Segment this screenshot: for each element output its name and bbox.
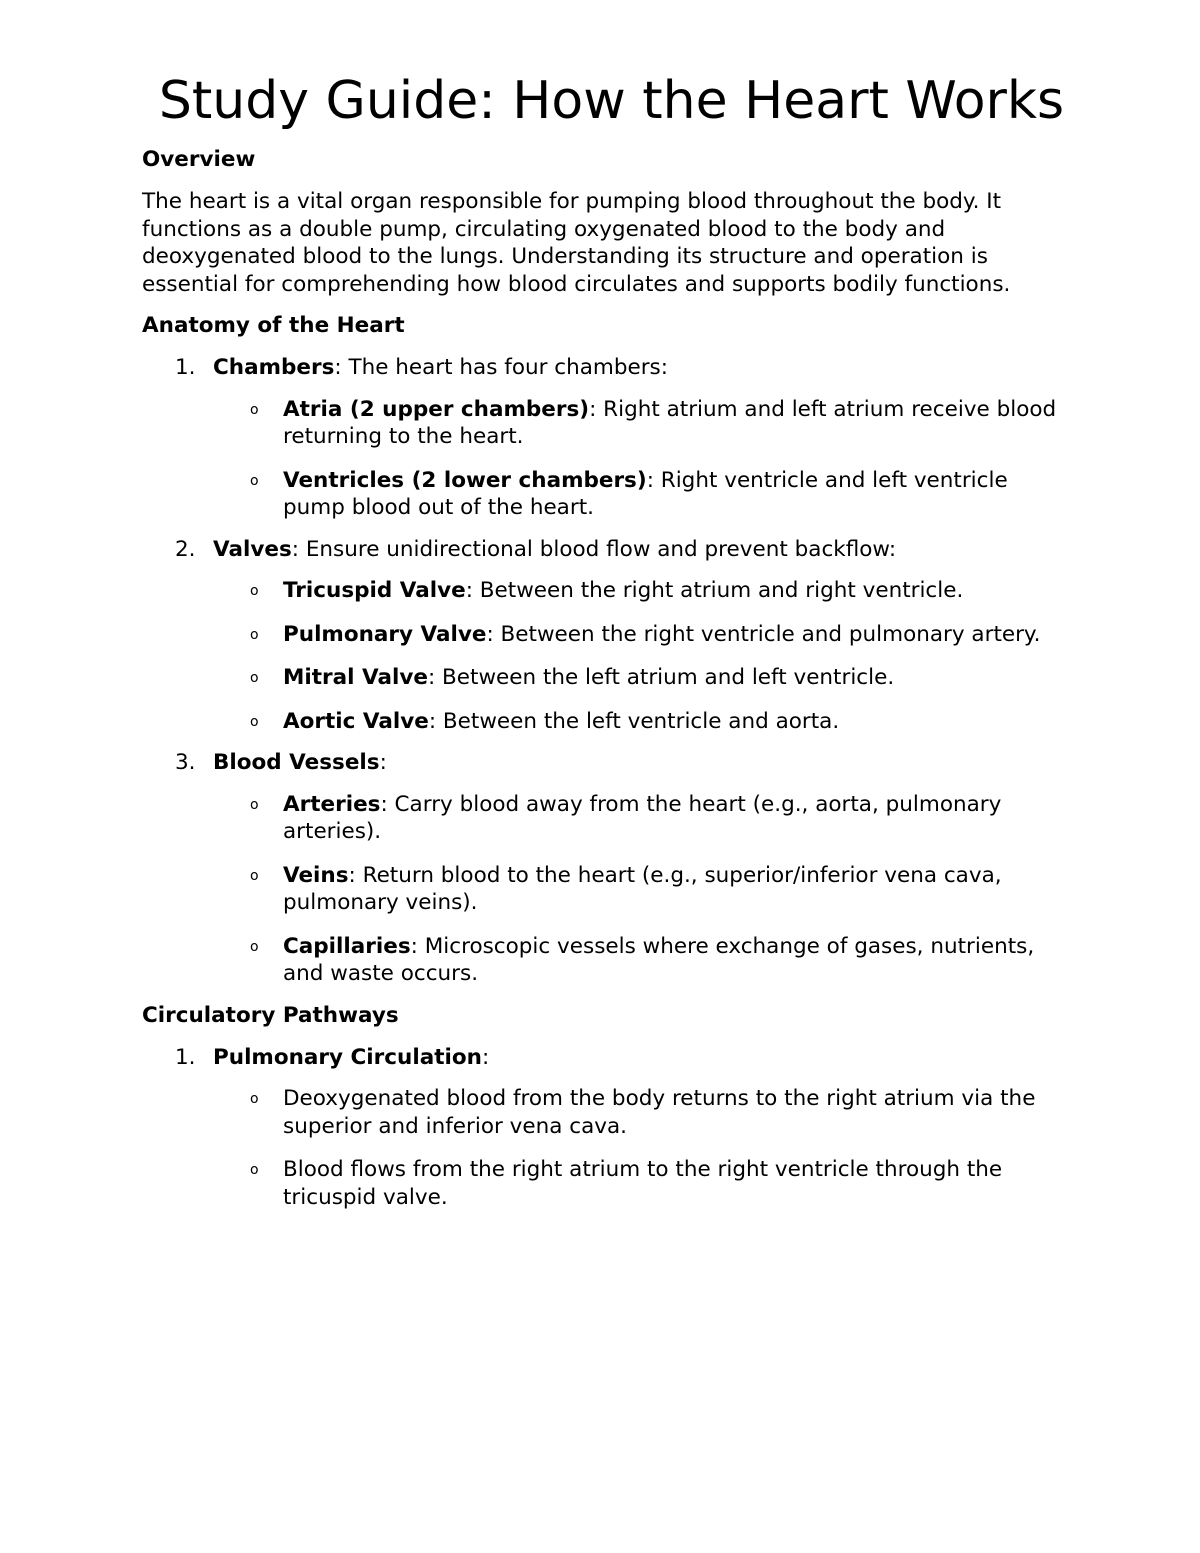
item-text: : Ensure unidirectional blood flow and prevent backflow: [291,536,897,562]
bullet-text: : Carry blood away from the heart (e.g., aorta, pulmonary arteries). [283,791,1002,844]
bullet-pulmonary-valve [213,621,1067,649]
bullet-tricuspid [213,577,1067,605]
bullet-marker: o [250,713,259,730]
anatomy-list [142,354,1067,988]
item-text: : [481,1044,490,1070]
bullet-text: : Between the right atrium and right ventricle. [465,578,964,603]
bullet-marker: o [250,670,259,686]
bullet-text: : Right ventricle and left ventricle pump blood out of the heart. [283,467,1008,520]
bullet-marker: o [250,401,259,418]
bullet-arteries [213,791,1067,846]
bullet-marker: o [250,867,259,884]
bullet-aortic [213,708,1067,736]
document-title: Study Guide: How the Heart Works [158,71,1065,131]
bullet-label: Aortic Valve [283,708,429,734]
overview-paragraph: The heart is a vital organ responsible for pumping blood throughout the body. It functions as a double pump, circulating oxygenated blood to the body and deoxygenated blood to the lungs. Understanding its structure and operation is essential for comprehending how blood circulates and supports bodily functions. [142,189,1011,297]
bullet-text: : Between the right ventricle and pulmonary artery. [486,621,1041,647]
item-label: Blood Vessels [213,750,380,775]
item-label: Chambers [213,355,335,380]
bullet-label: Tricuspid Valve [283,578,466,603]
bullet-mitral [213,664,1067,692]
valves-bullets [213,577,1067,735]
bullet-ventricles [213,467,1067,522]
bullet-marker: o [250,626,259,643]
chambers-bullets [213,396,1067,522]
bullet-text: : Between the left atrium and left ventricle. [427,665,895,690]
bullet-label: Arteries [283,791,381,817]
bullet-deoxygenated-return [213,1085,1067,1140]
bullet-label: Capillaries [283,933,411,959]
pathways-list [142,1044,1067,1212]
list-number: 1. [175,355,196,380]
item-text: : [379,750,387,775]
bullet-marker: o [250,472,259,489]
pulmonary-bullets [213,1085,1067,1211]
bullet-text: : Microscopic vessels where exchange of gases, nutrients, and waste occurs. [283,933,1035,986]
bullet-text: : Between the left ventricle and aorta. [428,708,840,734]
bullet-atria [213,396,1067,451]
overview-heading: Overview [142,147,256,172]
pathways-heading: Circulatory Pathways [142,1002,399,1028]
bullet-text: : Return blood to the heart (e.g., superior/inferior vena cava, pulmonary veins). [283,862,1002,915]
bullet-marker: o [250,938,259,955]
bullet-text: : Right atrium and left atrium receive blood returning to the heart. [283,396,1057,449]
document-page [142,70,1067,1225]
item-label: Valves [213,536,292,562]
bullet-capillaries [213,933,1067,988]
bullet-marker: o [250,1091,259,1107]
list-item-blood-vessels [142,749,1067,988]
list-item-chambers [142,354,1067,522]
list-item-pulmonary-circulation [142,1044,1067,1212]
bullet-marker: o [250,1162,259,1178]
bullet-label: Atria (2 upper chambers) [283,396,590,422]
bullet-text: Blood flows from the right atrium to the right ventricle through the tricuspid valve. [283,1157,1003,1210]
bullet-label: Mitral Valve [283,665,428,690]
bullet-marker: o [250,796,259,813]
bullet-label: Veins [283,862,349,888]
item-text: : The heart has four chambers: [334,355,668,380]
bullet-veins [213,862,1067,917]
bullet-atrium-to-ventricle [213,1156,1067,1211]
item-label: Pulmonary Circulation [213,1044,482,1070]
list-number: 1. [175,1044,196,1070]
bullet-label: Pulmonary Valve [283,621,487,647]
list-item-valves [142,536,1067,736]
list-number: 2. [175,536,196,562]
vessels-bullets [213,791,1067,988]
bullet-marker: o [250,583,259,599]
anatomy-heading: Anatomy of the Heart [142,313,405,338]
bullet-label: Ventricles (2 lower chambers) [283,467,647,493]
list-number: 3. [175,750,196,775]
bullet-text: Deoxygenated blood from the body returns to the right atrium via the superior and inferior vena cava. [283,1086,1036,1139]
